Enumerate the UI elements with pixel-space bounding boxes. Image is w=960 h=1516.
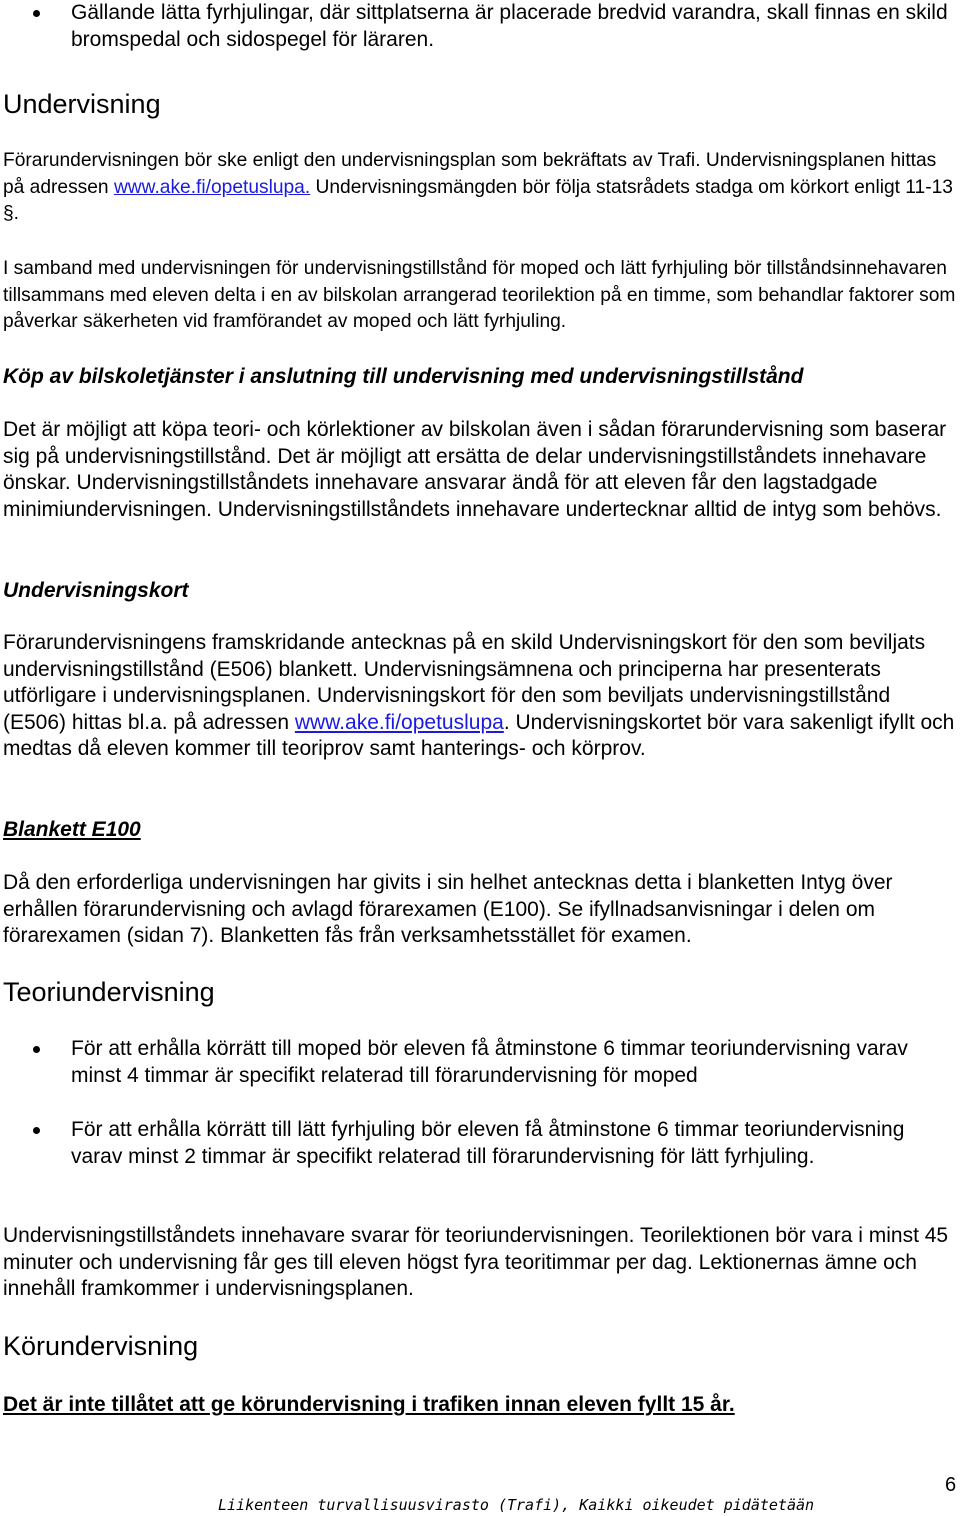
top-bullet-item bbox=[0, 0, 960, 53]
blankett-paragraph: Då den erforderliga undervisningen har givits i sin helhet antecknas detta i blanketten Intyg över erhållen förarundervisning och avlagd förarexamen (E100). Se ifyllnadsanvisningar i delen om förarexamen (sidan 7). Blanketten fås från verksamhetsstället för examen. bbox=[3, 871, 893, 948]
heading-undervisning: Undervisning bbox=[3, 89, 161, 119]
heading-teoriundervisning: Teoriundervisning bbox=[3, 977, 215, 1007]
undervisningskort-paragraph bbox=[3, 630, 958, 763]
heading-blankett-e100: Blankett E100 bbox=[3, 818, 141, 841]
footer-copyright: Liikenteen turvallisuusvirasto (Trafi), Kaikki oikeudet pidätetään bbox=[218, 1496, 815, 1514]
teori-bullet-item bbox=[0, 1117, 960, 1170]
undervisning-paragraph-1 bbox=[3, 148, 958, 228]
undervisning-p1-text-end: Undervisningsmängden bör följa statsrådets stadga om körkort enligt 11-13 §. bbox=[3, 176, 953, 225]
korundervisning-warning: Det är inte tillåtet att ge körundervisning i trafiken innan eleven fyllt 15 år. bbox=[3, 1393, 735, 1416]
page-number: 6 bbox=[945, 1474, 957, 1496]
undervisning-p1-text: Förarundervisningen bör ske enligt den undervisningsplan som bekräftats av Trafi. Undervisningsplanen hittas på adressen bbox=[3, 150, 937, 198]
top-bullet-text: Gällande lätta fyrhjulingar, där sittplatserna är placerade bredvid varandra, skall finnas en skild bromspedal och sidospegel för läraren. bbox=[71, 1, 948, 51]
bullet-dot-icon bbox=[33, 1046, 40, 1053]
heading-undervisningskort: Undervisningskort bbox=[3, 579, 189, 602]
teori-bullet-text: För att erhålla körrätt till moped bör eleven få åtminstone 6 timmar teoriundervisning varav minst 4 timmar är specifikt relaterad till förarundervisning för moped bbox=[71, 1037, 908, 1087]
teori-bullet-text: För att erhålla körrätt till lätt fyrhjuling bör eleven få åtminstone 6 timmar teoriundervisning varav minst 2 timmar är specifikt relaterad till förarundervisning för lätt fyrhjuling. bbox=[71, 1118, 905, 1168]
teori-paragraph: Undervisningstillståndets innehavare svarar för teoriundervisningen. Teorilektionen bör vara i minst 45 minuter och undervisning får ges till eleven högst fyra teoritimmar per dag. Lektionernas ämne och innehåll framkommer i undervisningsplanen. bbox=[3, 1224, 949, 1301]
opetuslupa-link[interactable]: www.ake.fi/opetuslupa. bbox=[113, 176, 311, 198]
undervisning-paragraph-2: I samband med undervisningen för undervisningstillstånd för moped och lätt fyrhjuling bör tillståndsinnehavaren tillsammans med eleven delta i en av bilskolan arrangerad teorilektion på en timme, som behandlar faktorer som påverkar säkerheten vid framförandet av moped och lätt fyrhjuling. bbox=[3, 258, 956, 333]
kop-paragraph: Det är möjligt att köpa teori- och körlektioner av bilskolan även i sådan förarundervisning som baserar sig på undervisningstillstånd. Det är möjligt att ersätta de delar undervisningstillståndets innehavare önskar. Undervisningstillståndets innehavare ansvarar ändå för att eleven får den lagstadgade minimiundervisningen. Undervisningstillståndets innehavare undertecknar alltid de intyg som behövs. bbox=[3, 418, 947, 521]
bullet-dot-icon bbox=[33, 1127, 40, 1134]
undervisningskort-link[interactable]: www.ake.fi/opetuslupa bbox=[294, 710, 504, 734]
bullet-dot-icon bbox=[33, 10, 40, 17]
undervisningskort-text-end: . Undervisningskortet bör vara sakenligt ifyllt och medtas då eleven kommer till teoriprov samt hanterings- och körprov. bbox=[3, 710, 955, 761]
heading-korundervisning: Körundervisning bbox=[3, 1331, 199, 1361]
undervisningskort-text: Förarundervisningens framskridande antecknas på en skild Undervisningskort för den som beviljats undervisningstillstånd (E506) blankett. Undervisningsämnena och principerna har presenterats utförligare i undervisningsplanen. Undervisningskort för den som beviljats undervisningstillstånd (E506) hittas bl.a. på adressen bbox=[3, 631, 926, 734]
teori-bullet-item bbox=[0, 1036, 960, 1089]
heading-kop-av-bilskoletjanster: Köp av bilskoletjänster i anslutning till undervisning med undervisningstillstånd bbox=[3, 365, 804, 388]
